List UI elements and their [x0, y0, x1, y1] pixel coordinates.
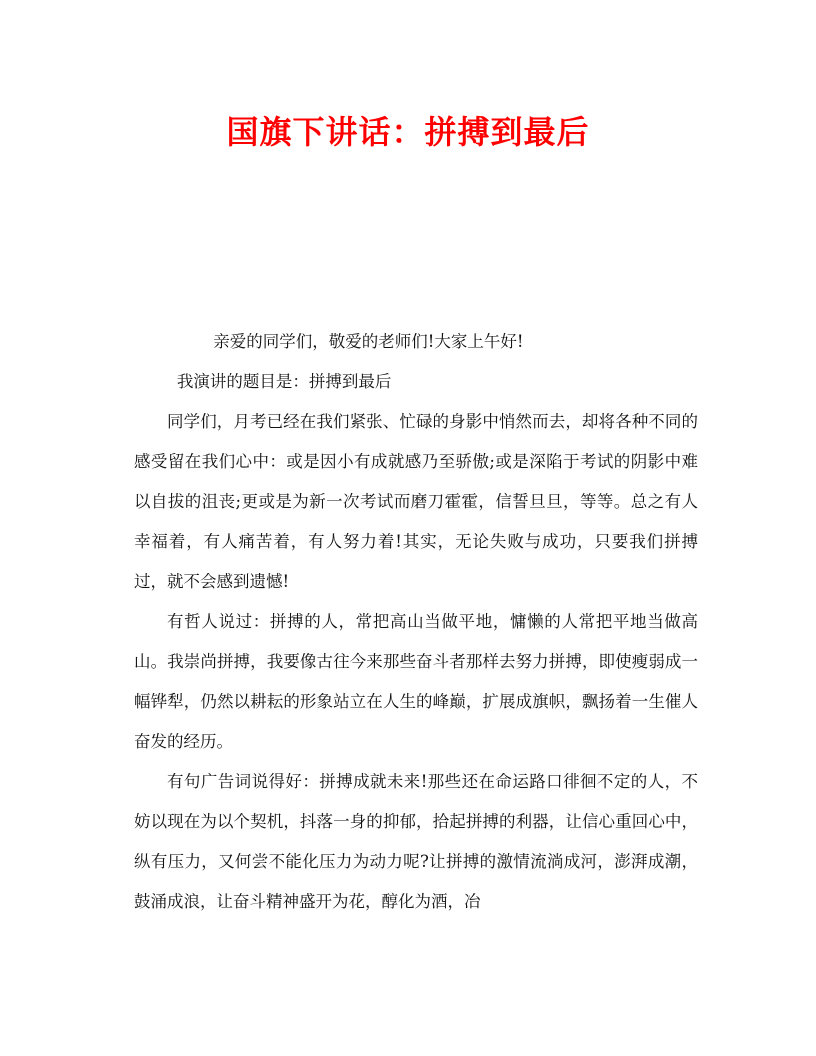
document-title: 国旗下讲话：拼搏到最后: [226, 113, 590, 151]
speech-topic-paragraph: 我演讲的题目是：拼搏到最后: [176, 372, 392, 391]
body-paragraph: 有句广告词说得好：拼搏成就未来!那些还在命运路口徘徊不定的人，不妨以现在为以个契机，抖落一身的抑郁，拾起拼搏的利器，让信心重回心中，纵有压力，又何尝不能化压力为动力呢?让拼搏的激情流淌成河，澎湃成潮，鼓涌成浪，让奋斗精神盛开为花，醇化为酒，冶: [134, 772, 698, 911]
document-body: [134, 322, 698, 922]
body-paragraph: 有哲人说过：拼搏的人，常把高山当做平地，慵懒的人常把平地当做高山。我崇尚拼搏，我要像古往今来那些奋斗者那样去努力拼搏，即使瘦弱成一幅铧犁，仍然以耕耘的形象站立在人生的峰巅，扩展成旗帜，飘扬着一生催人奋发的经历。: [134, 612, 698, 751]
greeting-paragraph: 亲爱的同学们，敬爱的老师们!大家上午好!: [213, 332, 524, 351]
body-paragraph: 同学们，月考已经在我们紧张、忙碌的身影中悄然而去，却将各种不同的感受留在我们心中：或是因小有成就感乃至骄傲;或是深陷于考试的阴影中难以自拔的沮丧;更或是为新一次考试而磨刀霍霍，信誓旦旦，等等。总之有人幸福着，有人痛苦着，有人努力着!其实，无论失败与成功，只要我们拼搏过，就不会感到遗憾!: [134, 412, 698, 591]
